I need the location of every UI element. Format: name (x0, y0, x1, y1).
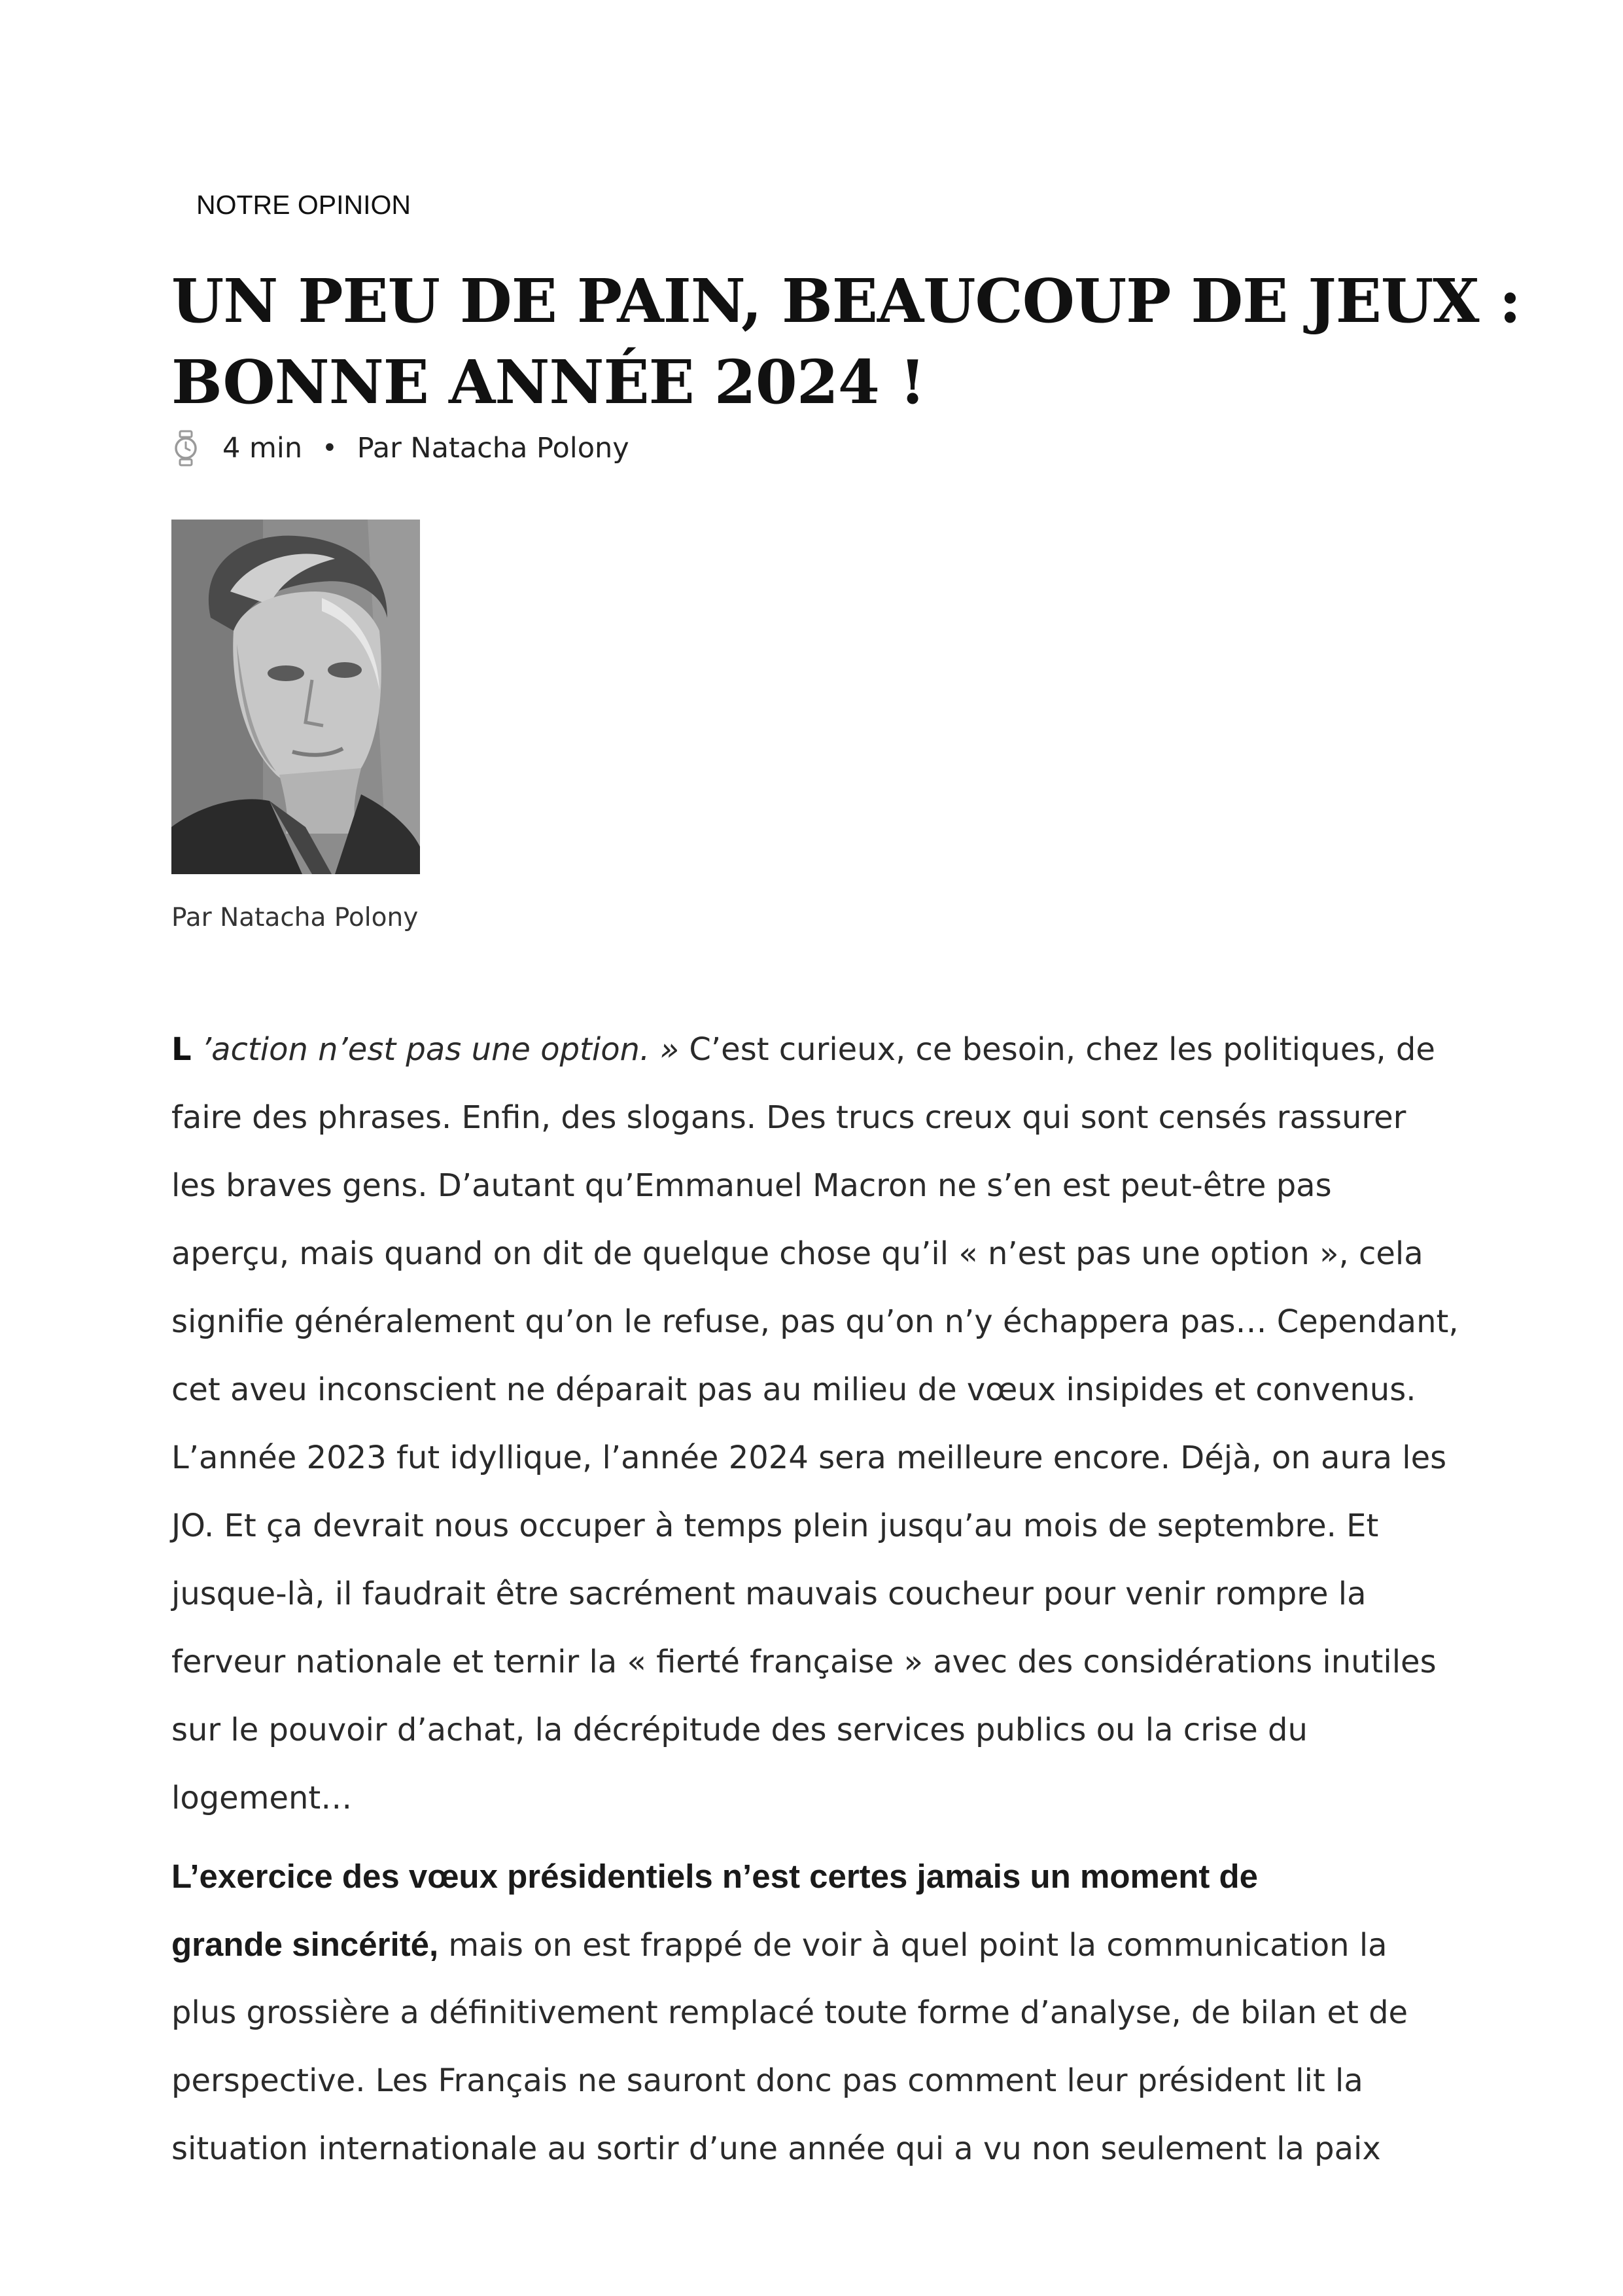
article-title (171, 260, 1521, 423)
byline[interactable]: Par Natacha Polony (357, 432, 629, 465)
text-line: logement… (171, 1780, 353, 1816)
text-line: faire des phrases. Enfin, des slogans. Des trucs creux qui sont censés rassurer (171, 1099, 1406, 1136)
photo-caption: Par Natacha Polony (171, 903, 419, 932)
article-meta (171, 429, 629, 468)
meta-separator: • (322, 433, 338, 463)
drop-cap: L (171, 1031, 192, 1068)
paragraph-1 (171, 1016, 1480, 1832)
text-line: L’année 2023 fut idyllique, l’année 2024 sera meilleure encore. Déjà, on aura les (171, 1439, 1447, 1476)
text-line: sur le pouvoir d’achat, la décrépitude des services publics ou la crise du (171, 1712, 1308, 1748)
text-line: jusque-là, il faudrait être sacrément mauvais coucheur pour venir rompre la (171, 1576, 1367, 1612)
author-photo (171, 520, 420, 874)
lead-bold-line: L’exercice des vœux présidentiels n’est certes jamais un moment de (171, 1858, 1259, 1895)
text-line-rest: C’est curieux, ce besoin, chez les politiques, de (679, 1031, 1435, 1068)
text-line: plus grossière a définitivement remplacé toute forme d’analyse, de bilan et de (171, 1994, 1408, 2031)
paragraph-2 (171, 1843, 1480, 2183)
text-line: signifie généralement qu’on le refuse, pas qu’on n’y échappera pas… Cependant, (171, 1303, 1459, 1340)
text-line: aperçu, mais quand on dit de quelque chose qu’il « n’est pas une option », cela (171, 1235, 1423, 1272)
watch-icon (171, 430, 200, 467)
article-title-line: UN PEU DE PAIN, BEAUCOUP DE JEUX : (171, 266, 1521, 336)
text-line (171, 1911, 1480, 1979)
text-line: perspective. Les Français ne sauront donc pas comment leur président lit la (171, 2062, 1363, 2099)
text-line: JO. Et ça devrait nous occuper à temps plein jusqu’au mois de septembre. Et (171, 1508, 1379, 1544)
text-line: ferveur nationale et ternir la « fierté française » avec des considérations inutiles (171, 1644, 1437, 1680)
read-time: 4 min (222, 432, 303, 465)
article-title-line: BONNE ANNÉE 2024 ! (171, 347, 926, 417)
section-kicker[interactable]: NOTRE OPINION (196, 190, 411, 220)
text-line-rest: mais on est frappé de voir à quel point la communication la (438, 1927, 1387, 1964)
text-line: cet aveu inconscient ne déparait pas au milieu de vœux insipides et convenus. (171, 1371, 1416, 1408)
article-body (171, 1016, 1480, 2183)
text-line: situation internationale au sortir d’une année qui a vu non seulement la paix (171, 2130, 1381, 2167)
text-line: les braves gens. D’autant qu’Emmanuel Macron ne s’en est peut-être pas (171, 1167, 1332, 1204)
lead-bold-phrase: grande sincérité, (171, 1926, 439, 1963)
opening-quote: ’action n’est pas une option. » (191, 1031, 680, 1068)
text-line (171, 1016, 1480, 1084)
